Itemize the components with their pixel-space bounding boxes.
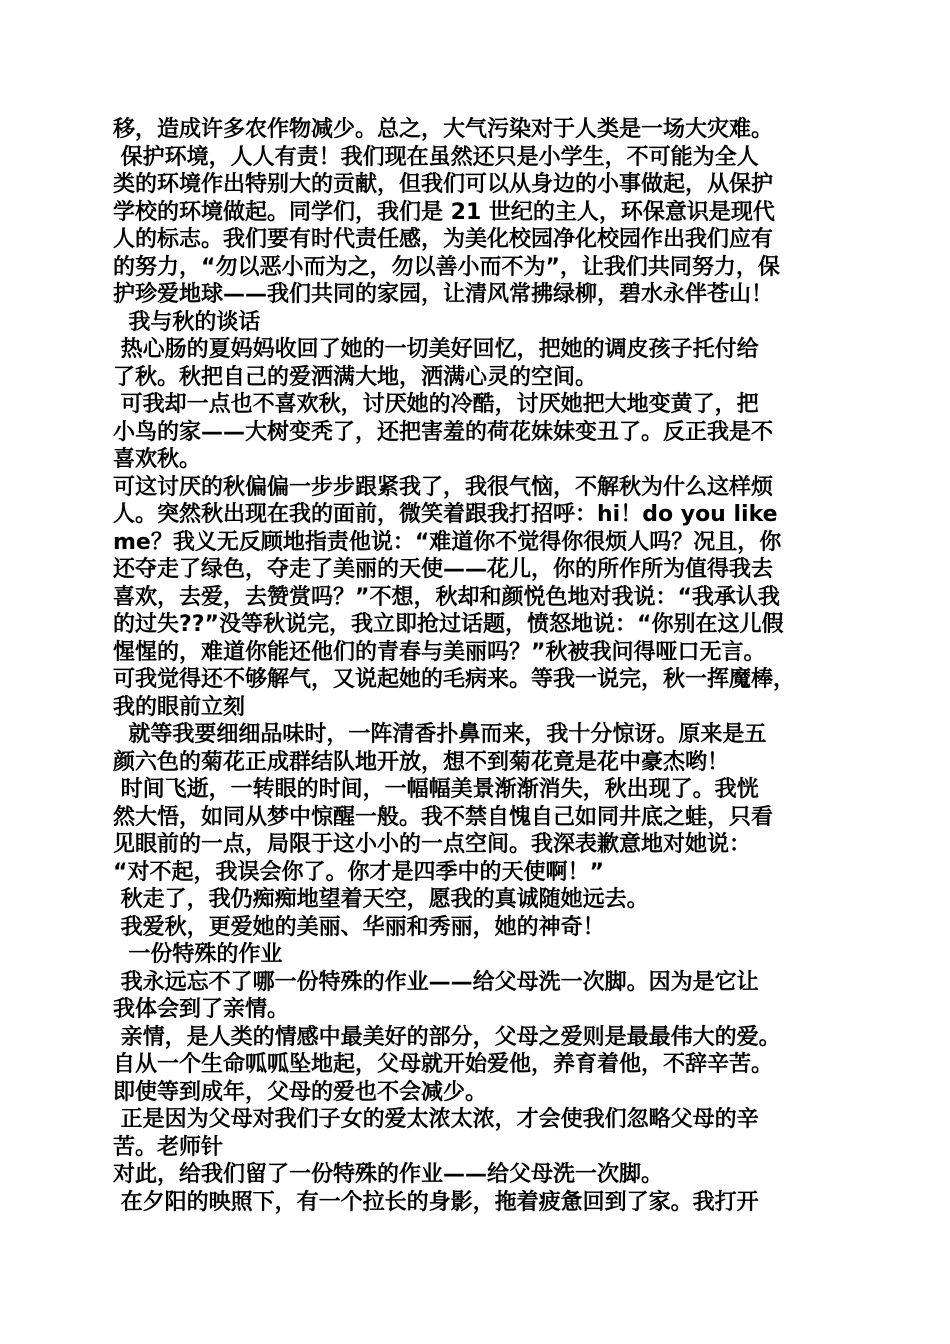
text-line: 人。突然秋出现在我的面前，微笑着跟我打招呼：hi！do you like xyxy=(113,502,778,527)
text-line: 我永远忘不了哪一份特殊的作业——给父母洗一次脚。因为是它让 xyxy=(113,969,759,995)
document-body xyxy=(113,116,853,1216)
text-line: “对不起，我误会你了。你才是四季中的天使啊！” xyxy=(113,859,604,885)
section-heading: 一份特殊的作业 xyxy=(113,942,283,967)
text-line: 喜欢秋。 xyxy=(113,447,202,472)
text-line: 就等我要细细品味时，一阵清香扑鼻而来，我十分惊讶。原来是五 xyxy=(113,722,767,747)
text-line: 我体会到了亲情。 xyxy=(113,997,290,1022)
text-line: 对此，给我们留了一份特殊的作业——给父母洗一次脚。 xyxy=(113,1162,664,1187)
text-line: 的努力，“勿以恶小而为之，勿以善小而不为”，让我们共同努力，保 xyxy=(113,254,780,280)
text-line: 见眼前的一点，局限于这小小的一点空间。我深表歉意地对她说： xyxy=(113,832,752,857)
text-line: 热心肠的夏妈妈收回了她的一切美好回忆，把她的调皮孩子托付给 xyxy=(113,337,759,362)
text-line: 还夺走了绿色，夺走了美丽的天使——花儿，你的所作所为值得我去 xyxy=(113,557,774,582)
text-line: 颜六色的菊花正成群结队地开放，想不到菊花竟是花中豪杰哟！ xyxy=(113,749,730,775)
text-line: 即使等到成年，父母的爱也不会减少。 xyxy=(113,1079,488,1105)
text-line: 秋走了，我仍痴痴地望着天空，愿我的真诚随她远去。 xyxy=(113,887,649,912)
text-line: 护珍爱地球——我们共同的家园，让清风常拂绿柳，碧水永伴苍山！ xyxy=(113,282,774,307)
text-line: 喜欢，去爱，去赞赏吗？”不想，秋却和颜悦色地对我说：“我承认我 xyxy=(113,584,780,610)
text-line: 我的眼前立刻 xyxy=(113,694,246,720)
text-line: 惺惺的，难道你能还他们的青春与美丽吗？”秋被我问得哑口无言。 xyxy=(113,639,766,665)
text-line: 的过失??”没等秋说完，我立即抢过话题，愤怒地说：“你别在这儿假 xyxy=(113,612,784,637)
text-line: 在夕阳的映照下，有一个拉长的身影，拖着疲惫回到了家。我打开 xyxy=(113,1189,759,1215)
text-line: 自从一个生命呱呱坠地起，父母就开始爱他，养育着他，不辞辛苦。 xyxy=(113,1052,774,1077)
text-line: 小鸟的家——大树变秃了，还把害羞的荷花妹妹变丑了。反正我是不 xyxy=(113,419,774,445)
text-line: 类的环境作出特别大的贡献，但我们可以从身边的小事做起，从保护 xyxy=(113,172,774,197)
text-line: 正是因为父母对我们子女的爱太浓太浓，才会使我们忽略父母的辛 xyxy=(113,1107,759,1132)
section-heading: 我与秋的谈话 xyxy=(113,309,261,335)
text-line: 可我觉得还不够解气，又说起她的毛病来。等我一说完，秋一挥魔棒， xyxy=(113,667,796,692)
text-line: 可这讨厌的秋偏偏一步步跟紧我了，我很气恼，不解秋为什么这样烦 xyxy=(113,474,774,500)
text-line: 可我却一点也不喜欢秋，讨厌她的冷酷，讨厌她把大地变黄了，把 xyxy=(113,392,759,417)
text-line: 时间飞逝，一转眼的时间，一幅幅美景渐渐消失，秋出现了。我恍 xyxy=(113,777,759,802)
text-line: me？我义无反顾地指责他说：“难道你不觉得你很烦人吗？况且，你 xyxy=(113,529,782,555)
text-line: 苦。老师针 xyxy=(113,1134,224,1160)
text-line: 然大悟，如同从梦中惊醒一般。我不禁自愧自己如同井底之蛙，只看 xyxy=(113,804,774,830)
text-line: 移，造成许多农作物减少。总之，大气污染对于人类是一场大灾难。 xyxy=(113,117,774,142)
text-line: 学校的环境做起。同学们，我们是 21 世纪的主人，环保意识是现代 xyxy=(113,199,775,225)
text-line: 保护环境，人人有责！我们现在虽然还只是小学生，不可能为全人 xyxy=(113,144,759,170)
text-line: 人的标志。我们要有时代责任感，为美化校园净化校园作出我们应有 xyxy=(113,227,774,252)
text-line: 了秋。秋把自己的爱洒满大地，洒满心灵的空间。 xyxy=(113,364,598,390)
text-line: 亲情，是人类的情感中最美好的部分，父母之爱则是最最伟大的爱。 xyxy=(113,1024,781,1050)
text-line: 我爱秋，更爱她的美丽、华丽和秀丽，她的神奇！ xyxy=(113,914,605,940)
